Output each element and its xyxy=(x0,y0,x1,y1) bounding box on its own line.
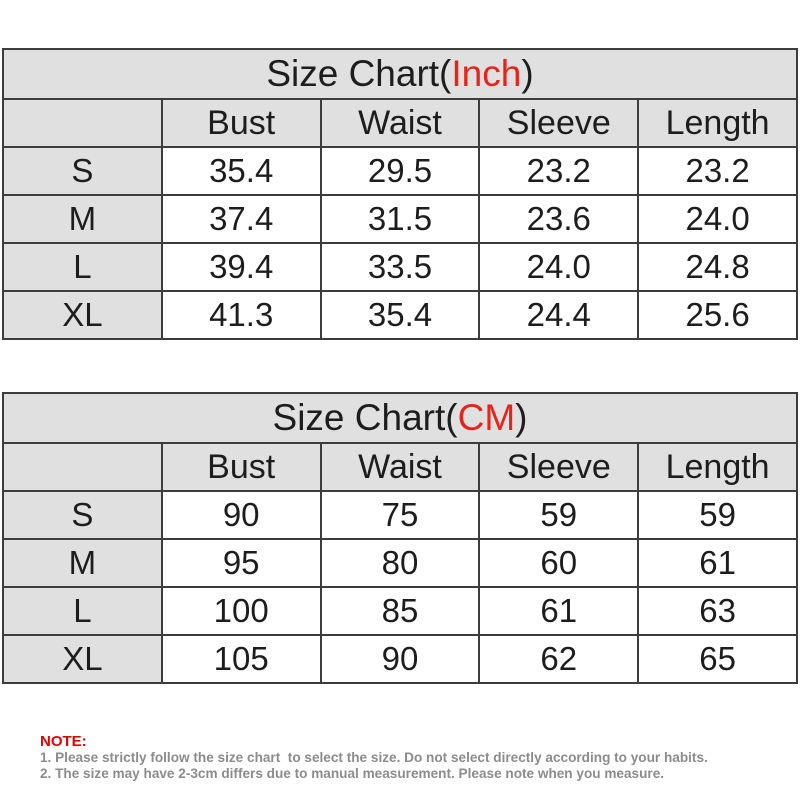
size-label-l: L xyxy=(3,243,162,291)
table-row xyxy=(3,587,797,635)
value-cell: 62 xyxy=(479,635,638,683)
table-row xyxy=(3,243,797,291)
table-title-row xyxy=(3,49,797,99)
value-cell: 59 xyxy=(479,491,638,539)
value-cell: 60 xyxy=(479,539,638,587)
value-cell: 23.2 xyxy=(638,147,797,195)
size-label-l: L xyxy=(3,587,162,635)
column-header-length: Length xyxy=(638,99,797,147)
column-header-bust: Bust xyxy=(162,443,321,491)
table-row xyxy=(3,539,797,587)
size-label-s: S xyxy=(3,491,162,539)
value-cell: 85 xyxy=(321,587,480,635)
value-cell: 33.5 xyxy=(321,243,480,291)
value-cell: 59 xyxy=(638,491,797,539)
column-header-length: Length xyxy=(638,443,797,491)
value-cell: 63 xyxy=(638,587,797,635)
table-header-row xyxy=(3,443,797,491)
table-header-row xyxy=(3,99,797,147)
column-header-waist: Waist xyxy=(321,443,480,491)
value-cell: 39.4 xyxy=(162,243,321,291)
table-row xyxy=(3,291,797,339)
value-cell: 61 xyxy=(479,587,638,635)
value-cell: 105 xyxy=(162,635,321,683)
table-title-row xyxy=(3,393,797,443)
value-cell: 31.5 xyxy=(321,195,480,243)
header-empty-cell xyxy=(3,443,162,491)
value-cell: 24.0 xyxy=(479,243,638,291)
value-cell: 90 xyxy=(162,491,321,539)
value-cell: 35.4 xyxy=(321,291,480,339)
note-line-2: 2. The size may have 2-3cm differs due to manual measurement. Please note when you measure. xyxy=(40,765,665,781)
value-cell: 24.8 xyxy=(638,243,797,291)
header-empty-cell xyxy=(3,99,162,147)
column-header-sleeve: Sleeve xyxy=(479,443,638,491)
table-row xyxy=(3,635,797,683)
column-header-sleeve: Sleeve xyxy=(479,99,638,147)
title-text: Size Chart( xyxy=(266,53,452,94)
table-title xyxy=(3,393,797,443)
size-label-s: S xyxy=(3,147,162,195)
size-label-xl: XL xyxy=(3,291,162,339)
note-label: NOTE: xyxy=(40,733,87,750)
value-cell: 35.4 xyxy=(162,147,321,195)
size-label-m: M xyxy=(3,539,162,587)
value-cell: 29.5 xyxy=(321,147,480,195)
value-cell: 65 xyxy=(638,635,797,683)
table-title xyxy=(3,49,797,99)
column-header-waist: Waist xyxy=(321,99,480,147)
value-cell: 24.0 xyxy=(638,195,797,243)
title-unit-label: Inch xyxy=(451,53,522,94)
value-cell: 61 xyxy=(638,539,797,587)
title-text: ) xyxy=(515,397,528,438)
value-cell: 80 xyxy=(321,539,480,587)
size-label-xl: XL xyxy=(3,635,162,683)
value-cell: 24.4 xyxy=(479,291,638,339)
value-cell: 23.2 xyxy=(479,147,638,195)
value-cell: 23.6 xyxy=(479,195,638,243)
size-label-m: M xyxy=(3,195,162,243)
table-row xyxy=(3,147,797,195)
title-unit-label: CM xyxy=(457,397,516,438)
value-cell: 90 xyxy=(321,635,480,683)
table-row xyxy=(3,195,797,243)
value-cell: 95 xyxy=(162,539,321,587)
value-cell: 25.6 xyxy=(638,291,797,339)
size-chart-inch-table xyxy=(2,48,798,340)
table-row xyxy=(3,491,797,539)
value-cell: 100 xyxy=(162,587,321,635)
note-section xyxy=(40,733,800,781)
value-cell: 37.4 xyxy=(162,195,321,243)
title-text: Size Chart( xyxy=(272,397,458,438)
value-cell: 41.3 xyxy=(162,291,321,339)
note-line-1: 1. Please strictly follow the size chart to select the size. Do not select directly according to your habits. xyxy=(40,750,708,765)
title-text: ) xyxy=(521,53,534,94)
value-cell: 75 xyxy=(321,491,480,539)
size-chart-cm-table xyxy=(2,392,798,684)
column-header-bust: Bust xyxy=(162,99,321,147)
